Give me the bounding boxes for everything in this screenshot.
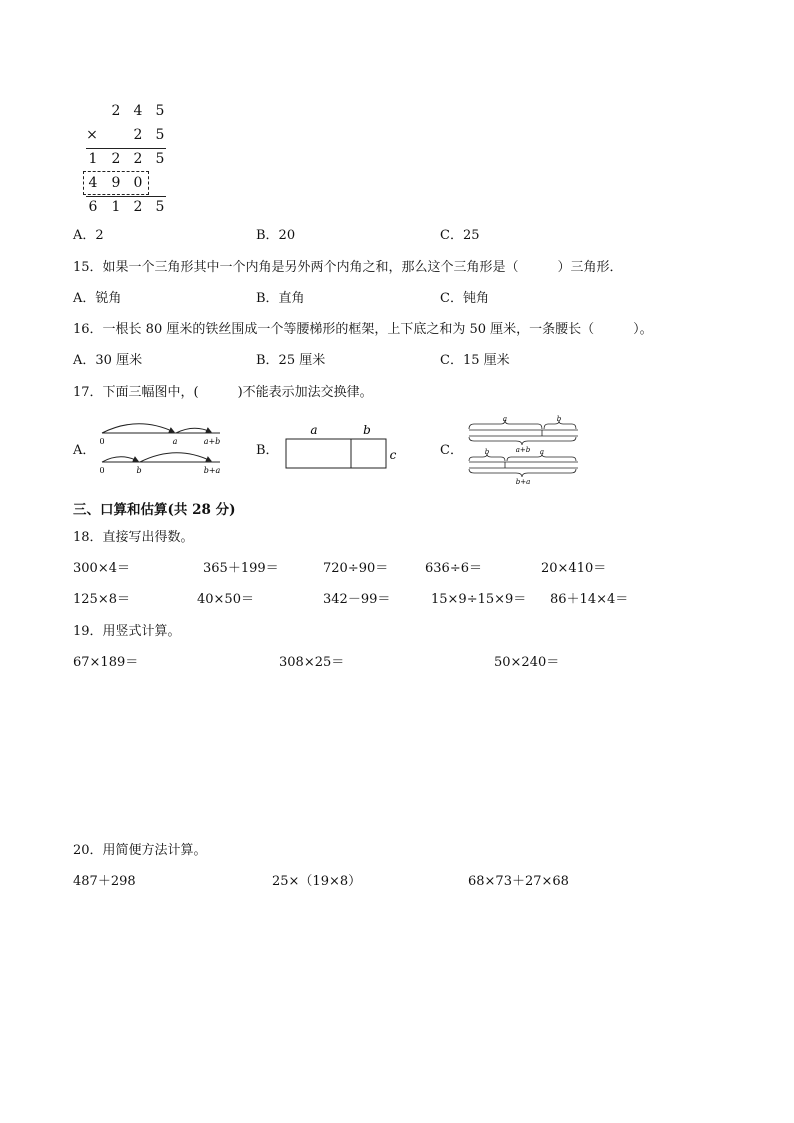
digit: 2 bbox=[111, 103, 121, 119]
q18-item: 15×9÷15×9＝ bbox=[431, 592, 527, 607]
q15-stem: 15．如果一个三角形其中一个内角是另外两个内角之和，那么这个三角形是（ ）三角形． bbox=[73, 260, 623, 275]
q15-option-b[interactable]: B．直角 bbox=[256, 291, 305, 306]
q18-item: 342－99＝ bbox=[323, 592, 391, 607]
section-title: 三、口算和估算(共 28 分) bbox=[73, 502, 236, 518]
rule-line bbox=[86, 148, 166, 149]
fig-a-label: b bbox=[136, 466, 142, 475]
vertical-multiplication bbox=[82, 103, 172, 218]
q14-option-c[interactable]: C．25 bbox=[440, 228, 480, 243]
fig-c-label: a+b bbox=[515, 446, 531, 454]
q20-item: 487＋298 bbox=[73, 874, 136, 889]
fig-c-label: b bbox=[556, 415, 562, 423]
q19-item: 308×25＝ bbox=[279, 655, 345, 670]
fig-a-label: b+a bbox=[203, 466, 221, 475]
fig-c-label: a bbox=[539, 448, 545, 456]
fig-a-label: a+b bbox=[203, 437, 221, 446]
q14-option-a[interactable]: A．2 bbox=[73, 228, 104, 243]
q18-item: 40×50＝ bbox=[197, 592, 254, 607]
rule-line bbox=[86, 196, 166, 197]
q16-option-a[interactable]: A．30 厘米 bbox=[73, 353, 143, 368]
fig-c-label: a bbox=[502, 415, 508, 423]
digit: 2 bbox=[111, 151, 121, 167]
fig-a-label: 0 bbox=[99, 437, 105, 446]
q15-option-a[interactable]: A．锐角 bbox=[73, 291, 122, 306]
q18-item: 20×410＝ bbox=[541, 561, 607, 576]
fig-b-label: b bbox=[363, 423, 371, 437]
q17-option-a[interactable]: A． bbox=[73, 443, 96, 458]
digit: 5 bbox=[155, 103, 165, 119]
q17-option-b[interactable]: B． bbox=[256, 443, 279, 458]
digit: 5 bbox=[155, 127, 165, 143]
digit: 4 bbox=[133, 103, 143, 119]
digit: 2 bbox=[133, 127, 143, 143]
digit: 2 bbox=[133, 151, 143, 167]
fig-b-label: c bbox=[389, 448, 397, 462]
q17-option-c[interactable]: C． bbox=[440, 443, 463, 458]
times-sign: × bbox=[86, 127, 98, 143]
digit: 2 bbox=[133, 199, 143, 215]
q20-item: 25×（19×8） bbox=[272, 874, 362, 889]
q18-item: 125×8＝ bbox=[73, 592, 130, 607]
q18-stem: 18．直接写出得数。 bbox=[73, 530, 194, 545]
q18-item: 720÷90＝ bbox=[323, 561, 389, 576]
digit: 1 bbox=[111, 199, 121, 215]
fig-a-label: a bbox=[172, 437, 178, 446]
q18-item: 636÷6＝ bbox=[425, 561, 482, 576]
digit: 5 bbox=[155, 151, 165, 167]
q16-stem: 16．一根长 80 厘米的铁丝围成一个等腰梯形的框架，上下底之和为 50 厘米，一条腰长（ ）。 bbox=[73, 322, 653, 337]
q18-item: 86＋14×4＝ bbox=[550, 592, 629, 607]
fig-b-label: a bbox=[310, 423, 318, 437]
brace-figure-c bbox=[466, 412, 582, 486]
digit: 6 bbox=[88, 199, 98, 215]
q14-option-b[interactable]: B．20 bbox=[256, 228, 296, 243]
q16-option-b[interactable]: B．25 厘米 bbox=[256, 353, 326, 368]
q17-stem: 17．下面三幅图中，( )不能表示加法交换律。 bbox=[73, 385, 373, 400]
q16-option-c[interactable]: C．15 厘米 bbox=[440, 353, 510, 368]
q19-stem: 19．用竖式计算。 bbox=[73, 624, 181, 639]
rectangle-figure-b bbox=[284, 420, 402, 472]
digit: 1 bbox=[88, 151, 98, 167]
q20-stem: 20．用简便方法计算。 bbox=[73, 843, 207, 858]
digit: 4 bbox=[88, 175, 98, 191]
digit: 9 bbox=[111, 175, 121, 191]
fig-c-label: b+a bbox=[515, 478, 531, 486]
q15-option-c[interactable]: C．钝角 bbox=[440, 291, 489, 306]
digit: 5 bbox=[155, 199, 165, 215]
q18-item: 365＋199＝ bbox=[203, 561, 279, 576]
q19-item: 67×189＝ bbox=[73, 655, 139, 670]
number-line-figure-a bbox=[96, 415, 226, 477]
fig-c-label: b bbox=[484, 448, 490, 456]
fig-a-label: 0 bbox=[99, 466, 105, 475]
q20-item: 68×73＋27×68 bbox=[468, 874, 569, 889]
q19-item: 50×240＝ bbox=[494, 655, 560, 670]
q18-item: 300×4＝ bbox=[73, 561, 130, 576]
digit: 0 bbox=[133, 175, 143, 191]
